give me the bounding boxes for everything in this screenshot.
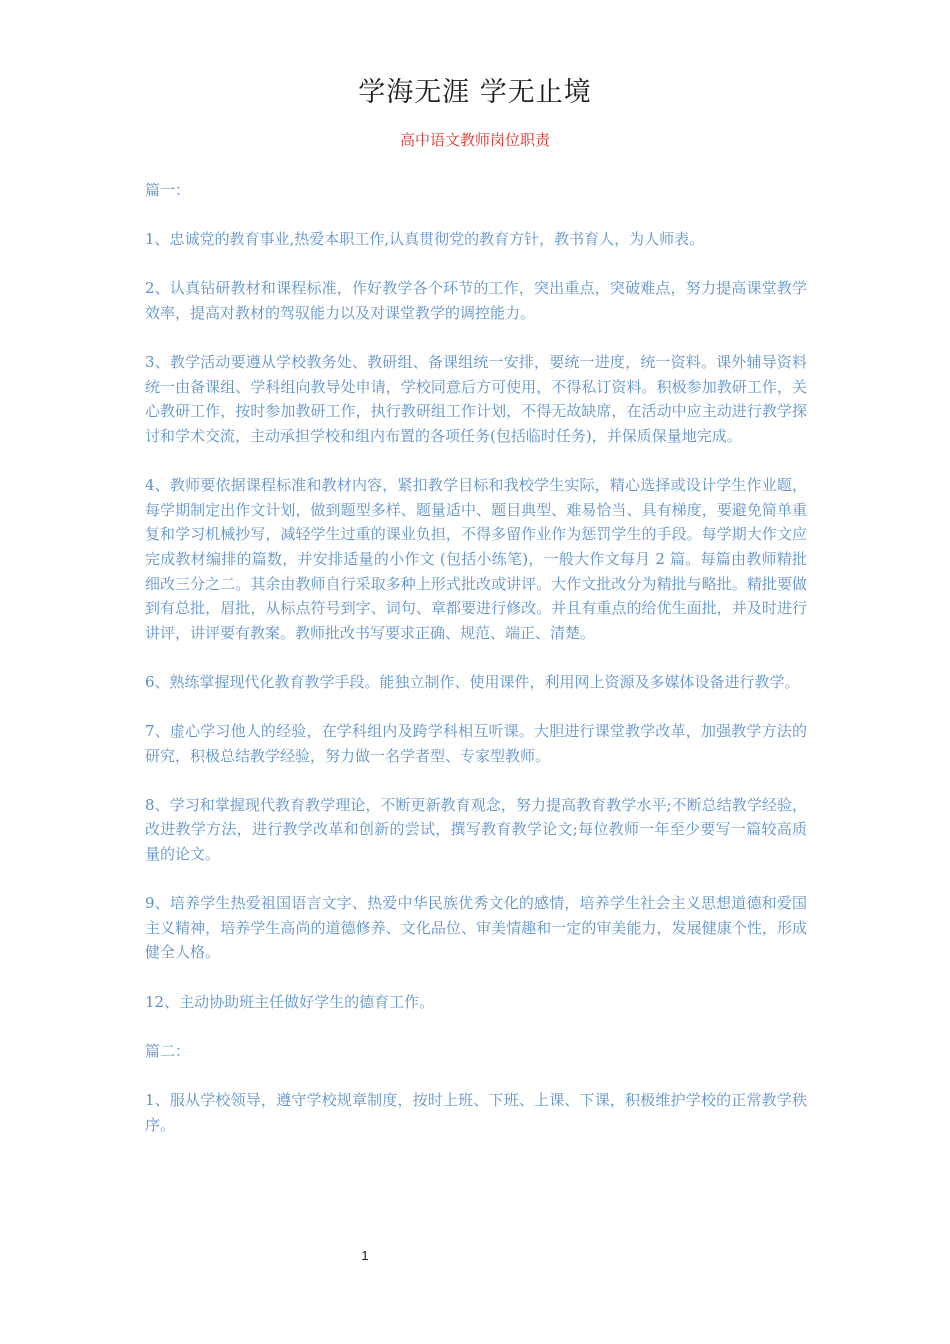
section-heading-2: 篇二： <box>145 1041 191 1060</box>
paragraph-item-2-1: 1、服从学校领导，遵守学校规章制度，按时上班、下班、上课、下课，积极维护学校的正常教学秩序。 <box>145 1090 807 1134</box>
paragraph-item-7: 7、虚心学习他人的经验，在学科组内及跨学科相互听课。大胆进行课堂教学改革，加强教学方法的研究，积极总结教学经验，努力做一名学者型、专家型教师。 <box>145 722 807 765</box>
paragraph-item-2: 2、认真钻研教材和课程标准，作好教学各个环节的工作，突出重点，突破难点，努力提高课堂教学效率，提高对教材的驾驭能力以及对课堂教学的调控能力。 <box>145 279 807 322</box>
paragraph-item-3: 3、教学活动要遵从学校教务处、教研组、备课组统一安排，要统一进度，统一资料。课外辅导资料统一由备课组、学科组向教导处申请，学校同意后方可使用，不得私订资料。积极参加教研工作，关心教研工作，按时参加教研工作，执行教研组工作计划，不得无故缺席，在活动中应主动进行教学探讨和学术交流，主动承担学校和组内布置的各项任务(包括临时任务)，并保质保量地完成。 <box>145 353 807 445</box>
paragraph-item-9: 9、培养学生热爱祖国语言文字、热爱中华民族优秀文化的感情，培养学生社会主义思想道德和爱国主义精神，培养学生高尚的道德修养、文化品位、审美情趣和一定的审美能力，发展健康个性，形成健全人格。 <box>145 894 807 962</box>
paragraph-item-4: 4、教师要依据课程标准和教材内容，紧扣教学目标和我校学生实际，精心选择或设计学生作业题，每学期制定出作文计划，做到题型多样、题量适中、题目典型、难易恰当、具有梯度，要避免简单重复和学习机械抄写，减轻学生过重的课业负担，不得多留作业作为惩罚学生的手段。每学期大作文应完成教材编排的篇数，并安排适量的小作文 (包括小练笔)，一般大作文每月 2 篇。每篇由教师精批细改三分之二。其余由教师自行采取多种上形式批改或讲评。大作文批改分为精批与略批。精批要做到有总批，眉批，从标点符号到字、词句、章都要进行修改。并且有重点的给优生面批，并及时进行讲评，讲评要有教案。教师批改书写要求正确、规范、端正、清楚。 <box>145 476 807 642</box>
paragraph-item-8: 8、学习和掌握现代教育教学理论，不断更新教育观念，努力提高教育教学水平;不断总结教学经验，改进教学方法，进行教学改革和创新的尝试，撰写教育教学论文;每位教师一年至少要写一篇较高质量的论文。 <box>145 795 807 864</box>
paragraph-item-6: 6、熟练掌握现代化教育教学手段。能独立制作、使用课件，利用网上资源及多媒体设备进行教学。 <box>145 672 800 691</box>
section-heading-1: 篇一： <box>145 181 191 199</box>
paragraph-item-12: 12、主动协助班主任做好学生的德育工作。 <box>145 992 435 1011</box>
document-body <box>145 178 807 1162</box>
page-number: 1 <box>361 1248 369 1263</box>
document-subtitle: 高中语文教师岗位职责 <box>399 131 550 149</box>
page-title: 学海无涯 学无止境 <box>358 77 592 108</box>
paragraph-item-1: 1、忠诚党的教育事业,热爱本职工作,认真贯彻党的教育方针，教书育人，为人师表。 <box>145 230 705 249</box>
